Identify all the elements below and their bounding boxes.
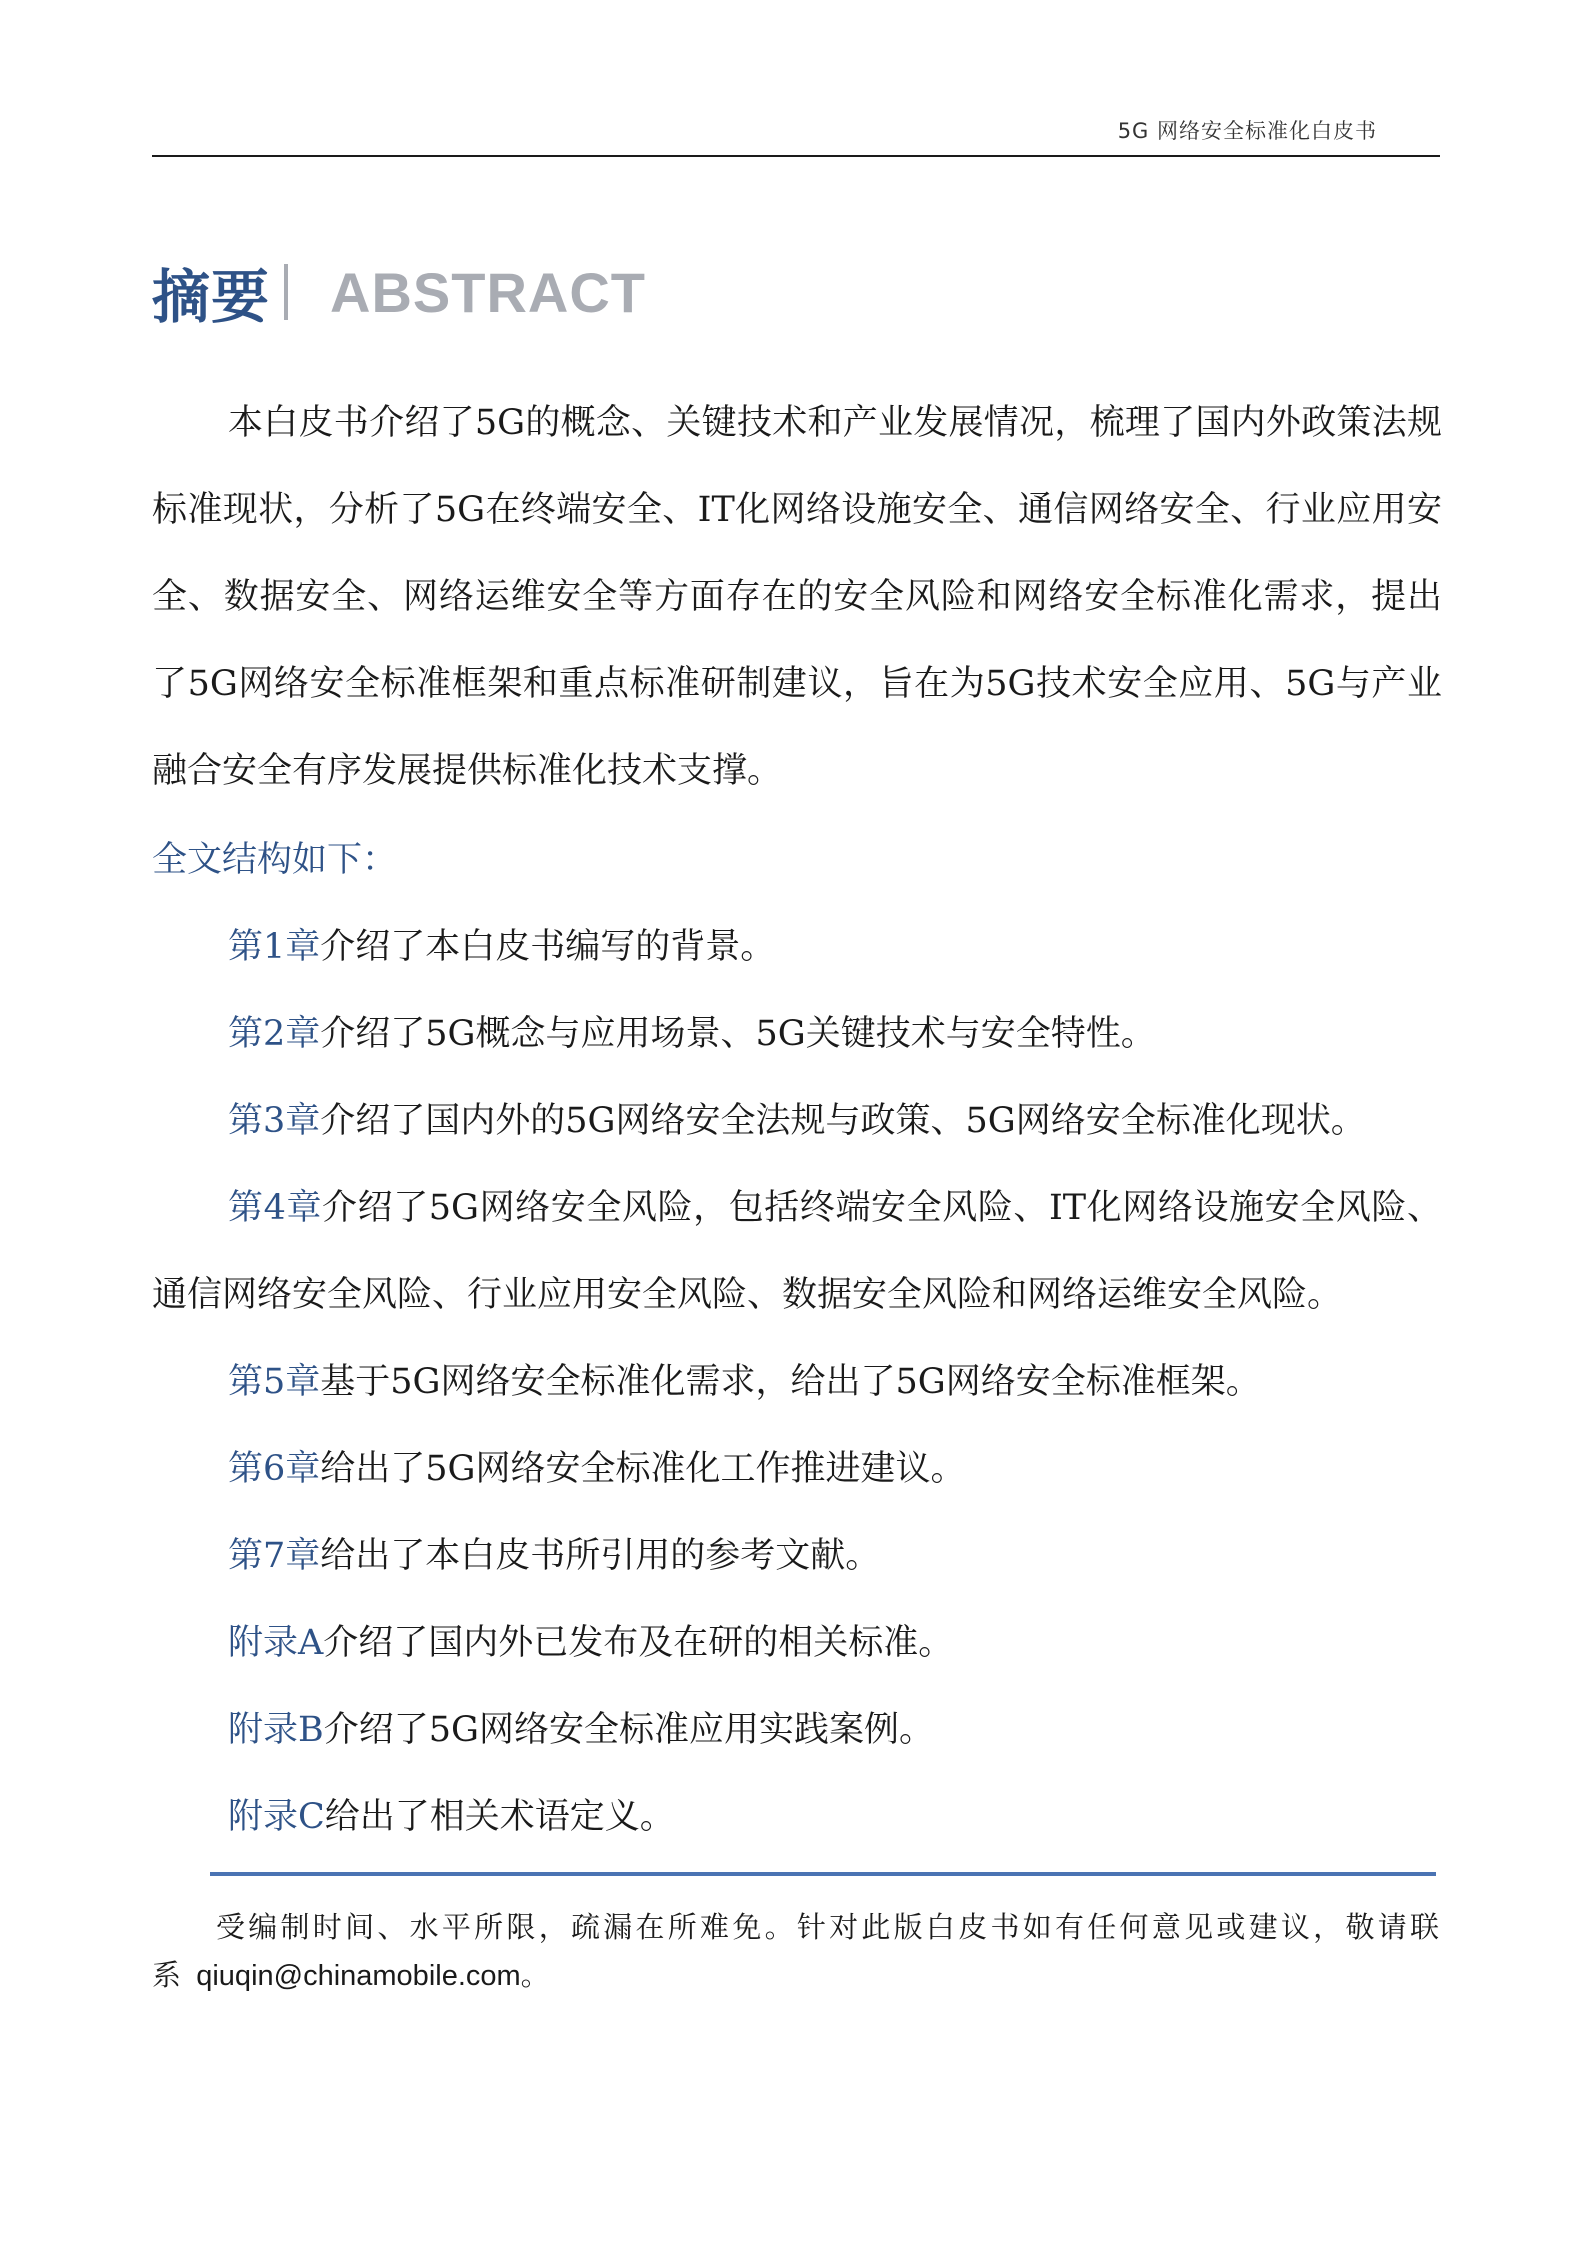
chapter-label: 第6章 — [228, 1449, 321, 1489]
header-divider — [152, 155, 1440, 157]
chapter-description: 介绍了5G网络安全标准应用实践案例。 — [323, 1710, 934, 1750]
feedback-end: 。 — [520, 1958, 553, 1992]
chapter-item — [152, 1513, 1442, 1600]
chapter-label: 附录A — [228, 1623, 324, 1663]
chapter-description: 给出了5G网络安全标准化工作推进建议。 — [320, 1449, 966, 1489]
chapter-description: 给出了本白皮书所引用的参考文献。 — [320, 1536, 881, 1576]
chapter-description: 介绍了国内外的5G网络安全法规与政策、5G网络安全标准化现状。 — [320, 1101, 1366, 1141]
chapter-label: 第3章 — [228, 1101, 321, 1141]
chapter-label: 第2章 — [228, 1014, 321, 1054]
chapter-item — [152, 1687, 1442, 1774]
footer-divider — [210, 1872, 1436, 1876]
chapter-description: 介绍了本白皮书编写的背景。 — [320, 927, 776, 967]
heading-chinese: 摘要 — [152, 263, 271, 331]
feedback-note — [152, 1903, 1442, 2000]
chapter-item — [152, 1600, 1442, 1687]
feedback-text: 受编制时间、水平所限，疏漏在所难免。针对此版白皮书如有任何意见或建议，敬请联系 — [152, 1910, 1442, 1992]
chapter-item — [152, 1339, 1442, 1426]
heading-english: ABSTRACT — [330, 260, 646, 324]
chapter-label: 第4章 — [228, 1188, 323, 1228]
abstract-paragraph: 本白皮书介绍了5G的概念、关键技术和产业发展情况，梳理了国内外政策法规标准现状，分析了5G在终端安全、IT化网络设施安全、通信网络安全、行业应用安全、数据安全、网络运维安全等方面存在的安全风险和网络安全标准化需求，提出了5G网络安全标准框架和重点标准研制建议，旨在为5G技术安全应用、5G与产业融合安全有序发展提供标准化技术支撑。 — [152, 403, 1442, 791]
chapter-label: 第5章 — [228, 1362, 321, 1402]
contact-email[interactable]: qiuqin@chinamobile.com — [196, 1960, 521, 1992]
chapter-label: 附录C — [228, 1797, 325, 1837]
chapter-item — [152, 1774, 1442, 1861]
chapter-description: 给出了相关术语定义。 — [324, 1797, 675, 1837]
chapter-label: 第7章 — [228, 1536, 321, 1576]
chapter-description: 介绍了国内外已发布及在研的相关标准。 — [323, 1623, 954, 1663]
structure-label: 全文结构如下： — [152, 840, 398, 880]
abstract-heading — [152, 252, 646, 332]
chapter-item — [152, 1078, 1442, 1165]
chapter-item — [152, 904, 1442, 991]
chapter-list — [152, 904, 1442, 1861]
chapter-description: 介绍了5G概念与应用场景、5G关键技术与安全特性。 — [320, 1014, 1156, 1054]
chapter-label: 第1章 — [228, 927, 321, 967]
running-header-title: 5G 网络安全标准化白皮书 — [1117, 119, 1377, 143]
chapter-label: 附录B — [228, 1710, 324, 1750]
chapter-item — [152, 1426, 1442, 1513]
chapter-item — [152, 1165, 1442, 1339]
chapter-description: 基于5G网络安全标准化需求，给出了5G网络安全标准框架。 — [320, 1362, 1261, 1402]
heading-separator-bar — [284, 264, 288, 320]
chapter-description: 介绍了5G网络安全风险，包括终端安全风险、IT化网络设施安全风险、通信网络安全风险、行业应用安全风险、数据安全风险和网络运维安全风险。 — [152, 1188, 1442, 1315]
chapter-item — [152, 991, 1442, 1078]
